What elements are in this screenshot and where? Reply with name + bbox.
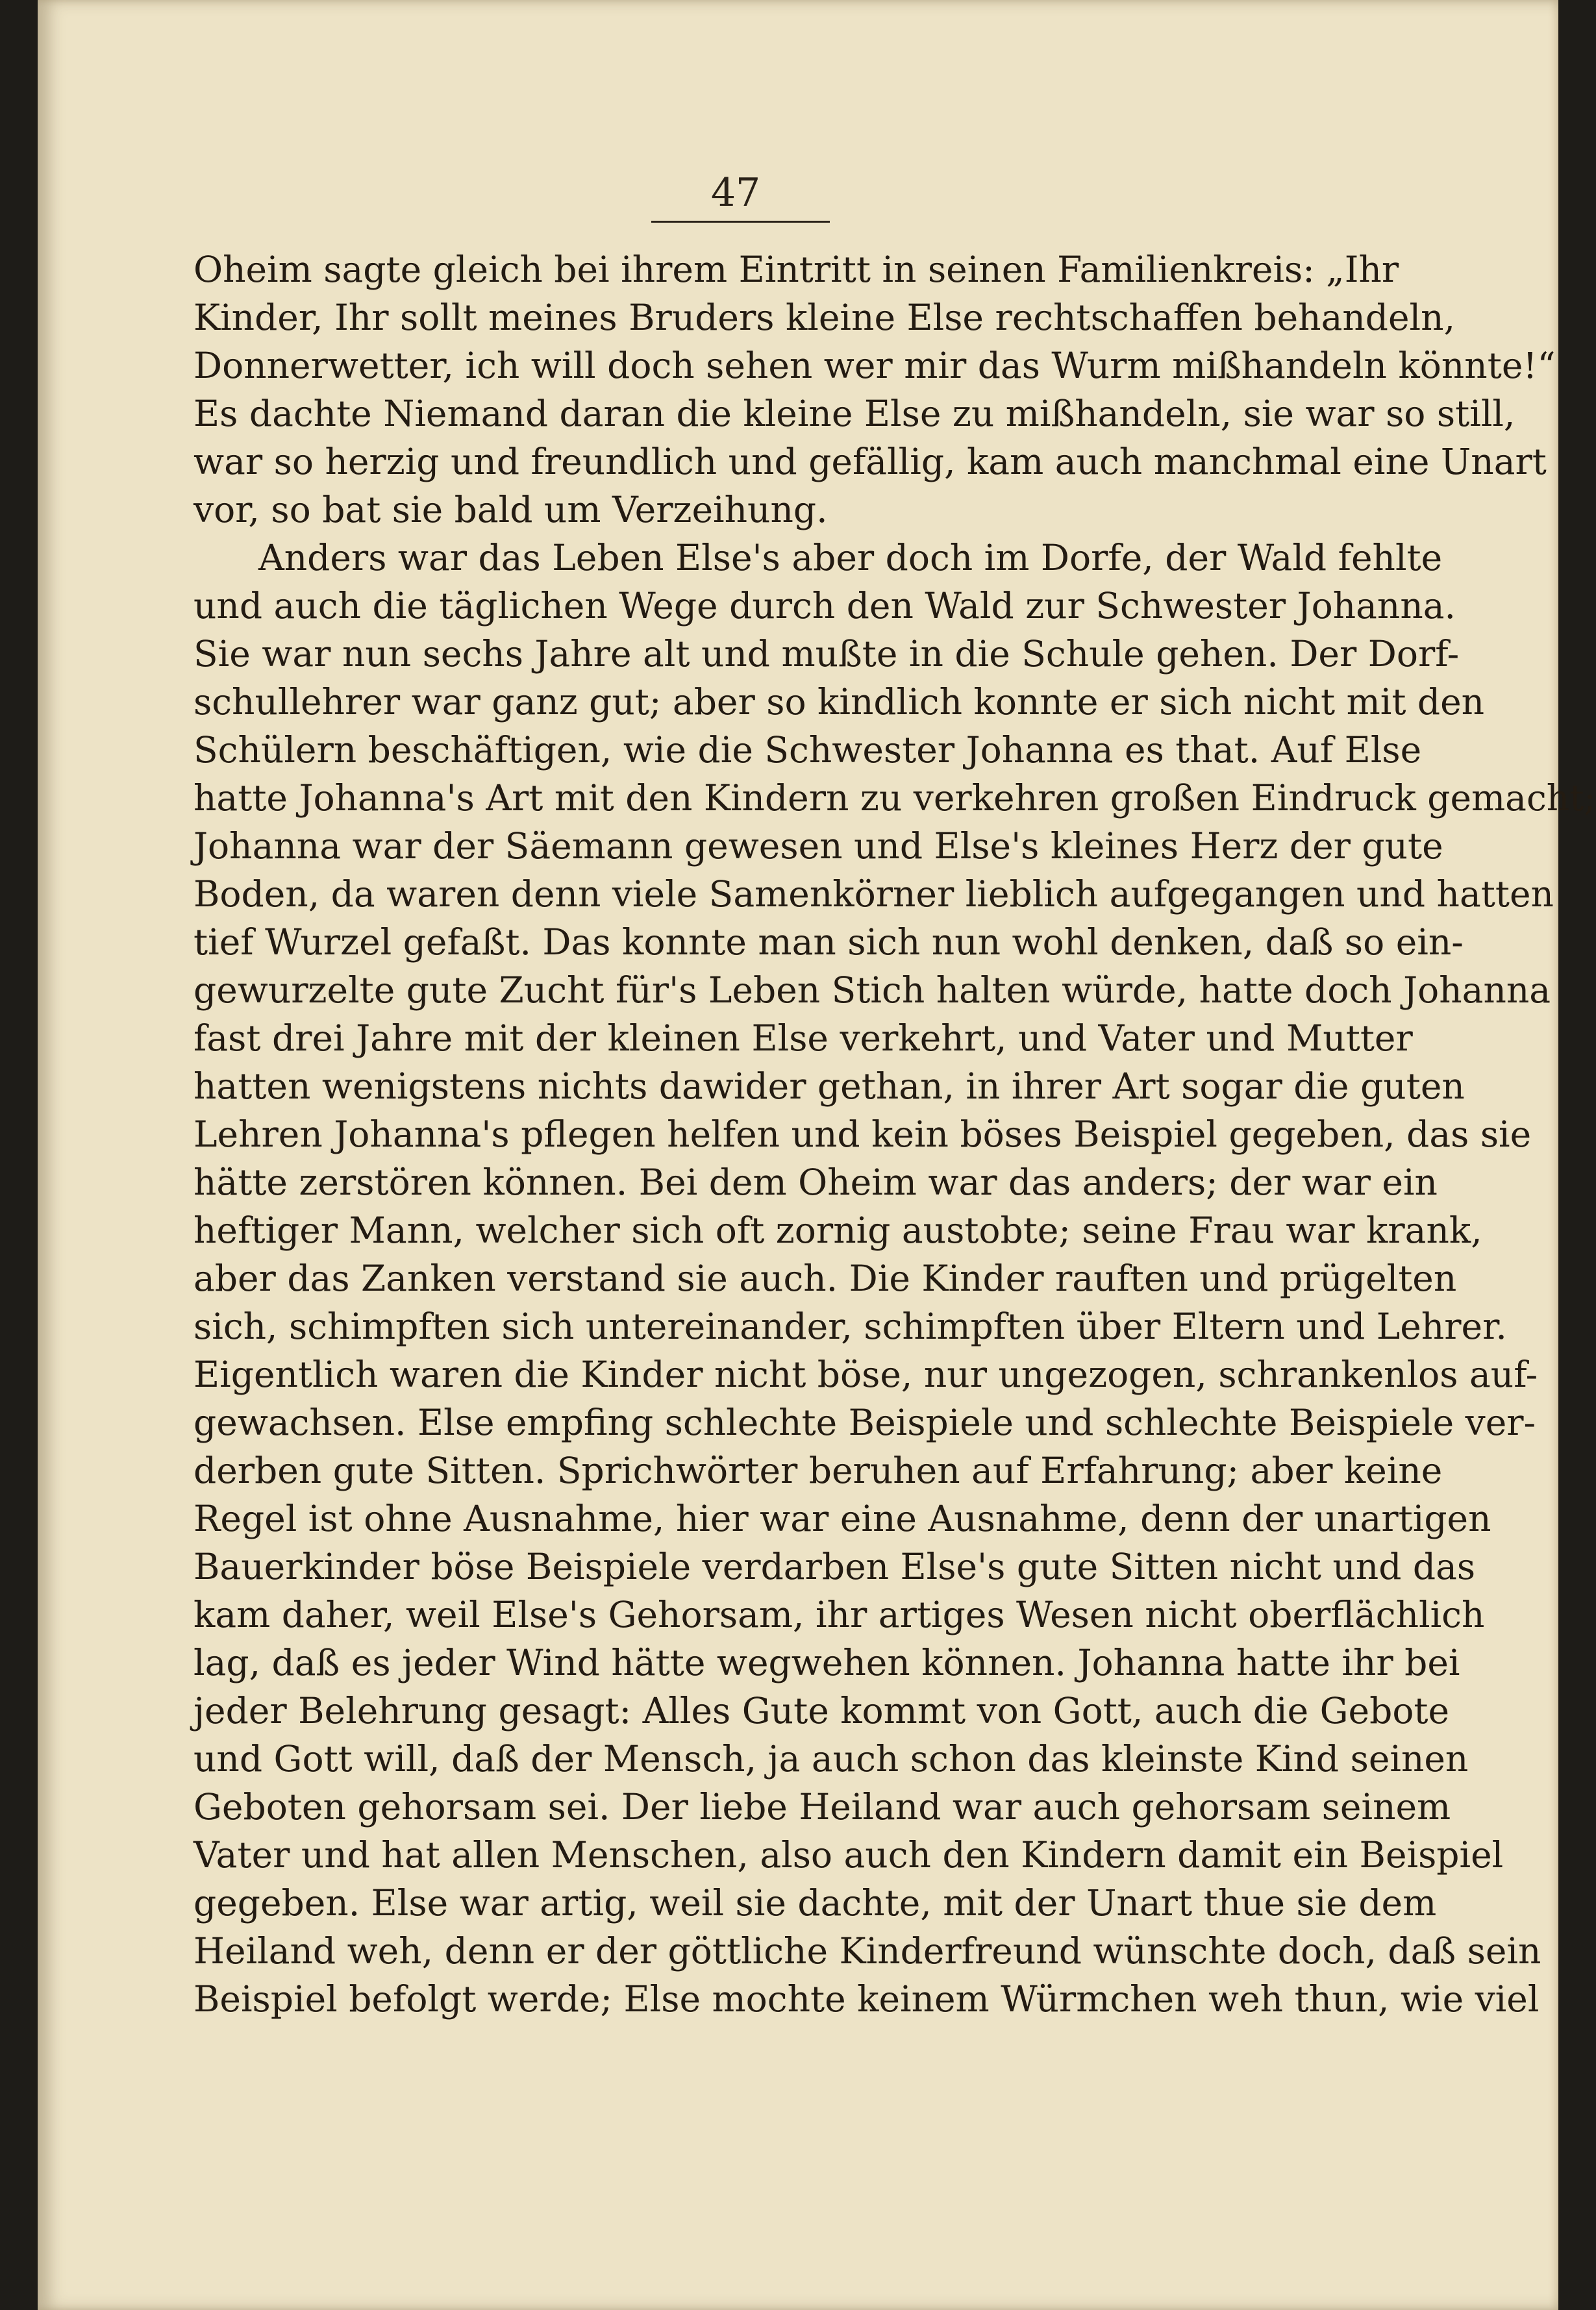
text-line: Anders war das Leben Else's aber doch im Dorfe, der Wald fehlte — [258, 537, 1443, 578]
page-number: 47 — [710, 170, 761, 216]
text-line: Vater und hat allen Menschen, also auch den Kindern damit ein Beispiel — [193, 1834, 1504, 1876]
book-page — [38, 0, 1596, 2310]
body-text — [193, 245, 1596, 2023]
text-line: tief Wurzel gefaßt. Das konnte man sich nun wohl denken, daß so ein- — [193, 921, 1464, 963]
text-line: Es dachte Niemand daran die kleine Else zu mißhandeln, sie war so still, — [193, 393, 1515, 434]
text-line: Beispiel befolgt werde; Else mochte keinem Würmchen weh thun, wie viel — [193, 1978, 1540, 2020]
text-line: war so herzig und freundlich und gefällig, kam auch manchmal eine Unart — [193, 441, 1547, 482]
text-line: Donnerwetter, ich will doch sehen wer mir das Wurm mißhandeln könnte!“ — [193, 345, 1556, 386]
text-line: und Gott will, daß der Mensch, ja auch schon das kleinste Kind seinen — [193, 1738, 1469, 1780]
text-line: Heiland weh, denn er der göttliche Kinderfreund wünschte doch, daß sein — [193, 1930, 1541, 1972]
text-line: Lehren Johanna's pflegen helfen und kein böses Beispiel gegeben, das sie — [193, 1113, 1532, 1155]
header-rule — [651, 221, 830, 223]
text-line: Kinder, Ihr sollt meines Bruders kleine Else rechtschaffen behandeln, — [193, 297, 1456, 338]
text-line: Johanna war der Säemann gewesen und Else's kleines Herz der gute — [193, 825, 1443, 867]
text-line: und auch die täglichen Wege durch den Wald zur Schwester Johanna. — [193, 585, 1456, 627]
text-line: Regel ist ohne Ausnahme, hier war eine Ausnahme, denn der unartigen — [193, 1498, 1491, 1539]
text-line: Boden, da waren denn viele Samenkörner lieblich aufgegangen und hatten — [193, 873, 1554, 915]
text-line: Oheim sagte gleich bei ihrem Eintritt in seinen Familienkreis: „Ihr — [193, 249, 1399, 290]
text-line: kam daher, weil Else's Gehorsam, ihr artiges Wesen nicht oberflächlich — [193, 1594, 1485, 1635]
text-line: Geboten gehorsam sei. Der liebe Heiland war auch gehorsam seinem — [193, 1786, 1451, 1828]
text-line: derben gute Sitten. Sprichwörter beruhen auf Erfahrung; aber keine — [193, 1450, 1443, 1491]
text-line: Sie war nun sechs Jahre alt und mußte in die Schule gehen. Der Dorf- — [193, 633, 1460, 675]
text-line: gewachsen. Else empfing schlechte Beispiele und schlechte Beispiele ver- — [193, 1402, 1536, 1443]
text-line: hatten wenigstens nichts dawider gethan, in ihrer Art sogar die guten — [193, 1065, 1465, 1107]
text-line: fast drei Jahre mit der kleinen Else verkehrt, und Vater und Mutter — [193, 1017, 1413, 1059]
text-line: hätte zerstören können. Bei dem Oheim war das anders; der war ein — [193, 1161, 1438, 1203]
text-line: Schülern beschäftigen, wie die Schwester Johanna es that. Auf Else — [193, 729, 1422, 771]
text-line: hatte Johanna's Art mit den Kindern zu verkehren großen Eindruck gemacht; — [193, 777, 1596, 819]
text-line: aber das Zanken verstand sie auch. Die Kinder rauften und prügelten — [193, 1258, 1457, 1299]
text-line: schullehrer war ganz gut; aber so kindlich konnte er sich nicht mit den — [193, 681, 1485, 723]
text-line: sich, schimpften sich untereinander, schimpften über Eltern und Lehrer. — [193, 1306, 1507, 1347]
text-line: lag, daß es jeder Wind hätte wegwehen können. Johanna hatte ihr bei — [193, 1642, 1460, 1683]
text-line: gegeben. Else war artig, weil sie dachte, mit der Unart thue sie dem — [193, 1882, 1437, 1924]
text-line: jeder Belehrung gesagt: Alles Gute kommt von Gott, auch die Gebote — [193, 1690, 1450, 1732]
text-line: Eigentlich waren die Kinder nicht böse, nur ungezogen, schrankenlos auf- — [193, 1354, 1538, 1395]
text-line: gewurzelte gute Zucht für's Leben Stich halten würde, hatte doch Johanna — [193, 969, 1551, 1011]
text-line: Bauerkinder böse Beispiele verdarben Else's gute Sitten nicht und das — [193, 1546, 1476, 1587]
text-line: heftiger Mann, welcher sich oft zornig austobte; seine Frau war krank, — [193, 1210, 1482, 1251]
text-line: vor, so bat sie bald um Verzeihung. — [193, 489, 828, 530]
